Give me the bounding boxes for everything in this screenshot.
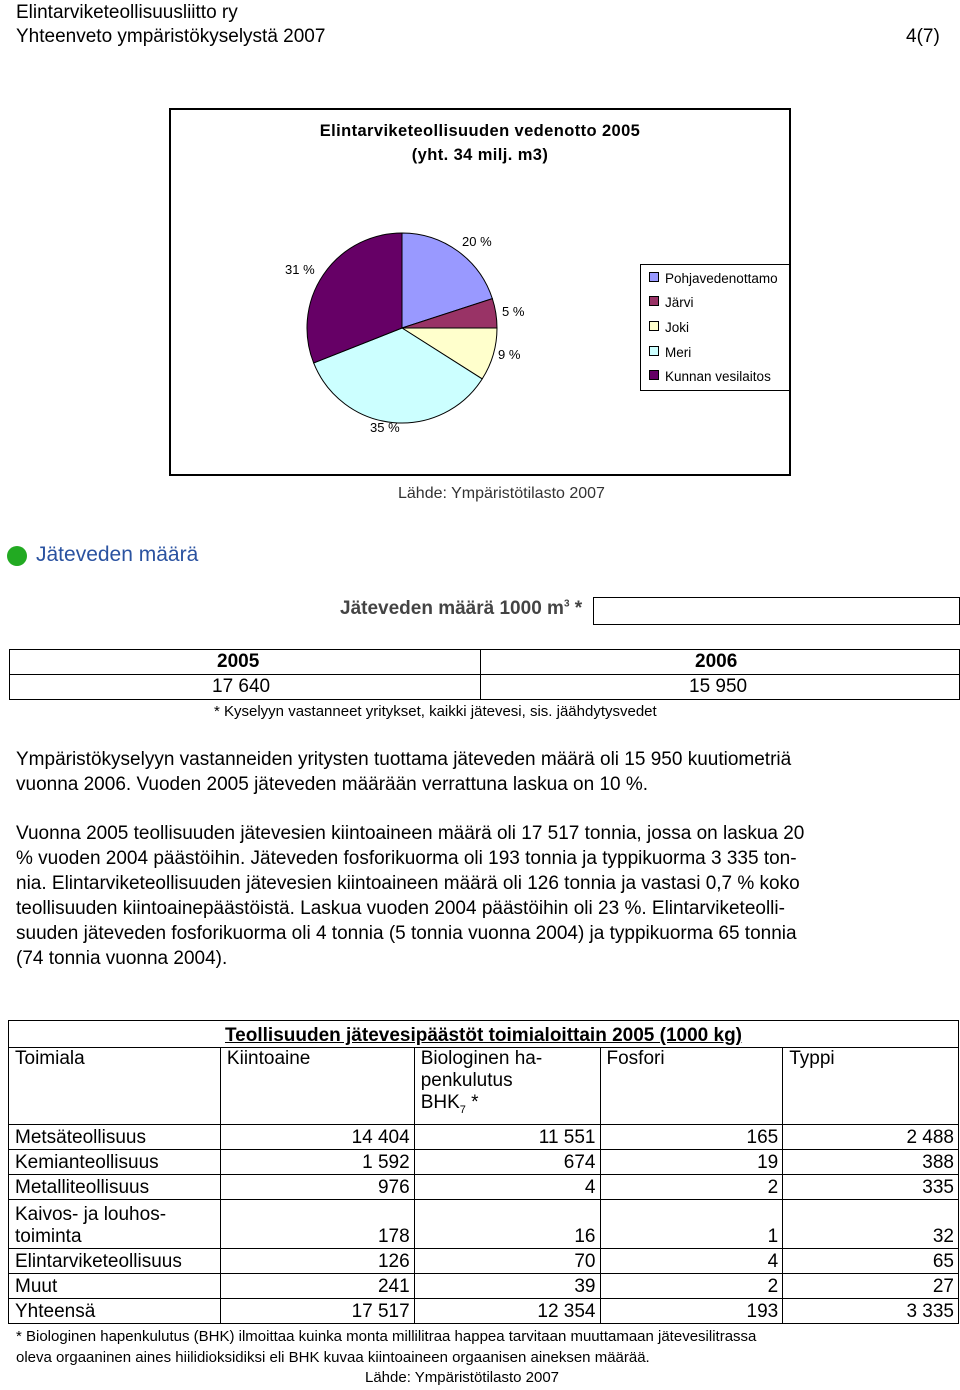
chart-title-line2: (yht. 34 milj. m3) [411, 146, 549, 164]
table-row [9, 1249, 959, 1274]
header-toimiala: Toimiala [9, 1048, 221, 1125]
table-row [9, 1150, 959, 1175]
row-typpi: 335 [783, 1175, 959, 1200]
legend-item-joki [649, 320, 689, 336]
row-kiintoaine: 126 [220, 1249, 414, 1274]
header-fosfori: Fosfori [600, 1048, 783, 1125]
paragraph-2-line: (74 tonnia vuonna 2004). [16, 948, 228, 969]
row-fosfori: 4 [600, 1249, 783, 1274]
header-bhk-line2: penkulutus [420, 1070, 513, 1091]
row-bhk: 70 [414, 1249, 600, 1274]
row-name-line1: Kaivos- ja louhos- [15, 1204, 167, 1225]
row-bhk: 11 551 [414, 1125, 600, 1150]
row-name-line2: toiminta [15, 1226, 82, 1247]
org-name: Elintarviketeollisuusliitto ry [16, 2, 238, 23]
pie-label-kunnan-vesilaitos: 31 % [285, 262, 315, 277]
header-bhk-abbr: BHK [420, 1092, 460, 1113]
paragraph-2-line: teollisuuden kiintoainepäästöistä. Laskua vuoden 2004 päästöihin oli 23 %. Elintarviketeolli- [16, 898, 785, 919]
paragraph-2-line: Vuonna 2005 teollisuuden jätevesien kiintoaineen määrä oli 17 517 tonnia, jossa on laskua 20 [16, 823, 805, 844]
row-typpi: 2 488 [783, 1125, 959, 1150]
wastewater-value-2006: 15 950 [689, 676, 748, 697]
table-row-total [9, 1299, 959, 1324]
legend-label: Järvi [665, 295, 694, 310]
row-fosfori: 2 [600, 1175, 783, 1200]
row-kiintoaine: 976 [220, 1175, 414, 1200]
row-fosfori: 193 [600, 1299, 783, 1324]
legend-label: Joki [665, 320, 690, 335]
emissions-header-row [9, 1048, 959, 1125]
chart-legend [640, 264, 791, 391]
pie-label-joki: 9 % [498, 347, 521, 362]
table-row [9, 1175, 959, 1200]
page-number: 4(7) [906, 26, 940, 47]
row-bhk: 39 [414, 1274, 600, 1299]
row-name: Kemianteollisuus [9, 1150, 221, 1175]
legend-swatch [649, 346, 659, 356]
legend-label: Kunnan vesilaitos [665, 369, 771, 384]
bullet-icon [6, 545, 28, 567]
footnote-line2: oleva orgaaninen aines hiilidioksidiksi eli BHK kuvaa kiintoaineen orgaanisen aineksen määrää. [16, 1349, 650, 1366]
wastewater-year-2005: 2005 [217, 651, 260, 672]
row-typpi: 388 [783, 1150, 959, 1175]
row-name: Metsäteollisuus [9, 1125, 221, 1150]
pie-label-pohjavedenottamo: 20 % [462, 234, 492, 249]
row-kiintoaine: 14 404 [220, 1125, 414, 1150]
row-bhk: 4 [414, 1175, 600, 1200]
row-typpi: 32 [783, 1200, 959, 1249]
legend-item-meri [649, 345, 691, 361]
header-bhk-sub: 7 [459, 1103, 466, 1116]
table-row [9, 1274, 959, 1299]
header-bhk [414, 1048, 600, 1125]
legend-swatch [649, 296, 659, 306]
table-row [9, 1125, 959, 1150]
paragraph-1 [16, 747, 952, 797]
wastewater-value-2005: 17 640 [212, 676, 271, 697]
paragraph-1-line: vuonna 2006. Vuoden 2005 jäteveden määrään verrattuna laskua on 10 %. [16, 774, 649, 795]
row-fosfori: 2 [600, 1274, 783, 1299]
row-kiintoaine: 178 [220, 1200, 414, 1249]
wastewater-year-2006: 2006 [695, 651, 738, 672]
wastewater-note: * Kyselyyn vastanneet yritykset, kaikki jätevesi, sis. jäähdytysvedet [214, 703, 657, 720]
row-typpi: 27 [783, 1274, 959, 1299]
emissions-table-title: Teollisuuden jätevesipäästöt toimialoittain 2005 (1000 kg) [9, 1021, 959, 1048]
wastewater-title-star: * [569, 598, 583, 619]
row-bhk: 674 [414, 1150, 600, 1175]
row-bhk: 16 [414, 1200, 600, 1249]
row-fosfori: 19 [600, 1150, 783, 1175]
header-bhk-line1: Biologinen ha- [420, 1048, 543, 1069]
wastewater-table-title [340, 598, 582, 620]
paragraph-2-line: suuden jäteveden fosforikuorma oli 4 tonnia (5 tonnia vuonna 2004) ja typpikuorma 65 tonnia [16, 923, 797, 944]
row-kiintoaine: 1 592 [220, 1150, 414, 1175]
row-fosfori: 1 [600, 1200, 783, 1249]
legend-item-jarvi [649, 295, 694, 311]
footnote-line1: * Biologinen hapenkulutus (BHK) ilmoittaa kuinka monta millilitraa happea tarvitaan muuttamaan jätevesilitrassa [16, 1328, 757, 1345]
chart-source: Lähde: Ympäristötilasto 2007 [398, 485, 605, 502]
row-name [9, 1200, 221, 1249]
legend-label: Meri [665, 345, 692, 360]
row-typpi: 65 [783, 1249, 959, 1274]
legend-item-kunnan-vesilaitos [649, 369, 771, 385]
chart-title-line1: Elintarviketeollisuuden vedenotto 2005 [319, 122, 641, 140]
table-row [9, 1200, 959, 1249]
legend-swatch [649, 272, 659, 282]
paragraph-2-line: nia. Elintarviketeollisuuden jätevesien kiintoaineen määrä oli 126 tonnia ja vastasi 0,7 % koko [16, 873, 800, 894]
pie-label-jarvi: 5 % [502, 304, 525, 319]
wastewater-title-text: Jäteveden määrä 1000 m [340, 598, 564, 619]
wastewater-title-box [593, 597, 960, 625]
header-bhk-star: * [465, 1092, 479, 1113]
emissions-table [8, 1020, 959, 1324]
row-kiintoaine: 17 517 [220, 1299, 414, 1324]
row-name: Elintarviketeollisuus [9, 1249, 221, 1274]
legend-swatch [649, 321, 659, 331]
row-name: Muut [9, 1274, 221, 1299]
row-name: Yhteensä [9, 1299, 221, 1324]
header-kiintoaine: Kiintoaine [220, 1048, 414, 1125]
paragraph-2 [16, 821, 952, 971]
wastewater-title-sup: 3 [563, 598, 570, 610]
doc-title: Yhteenveto ympäristökyselystä 2007 [16, 26, 326, 47]
header-bhk-line3 [421, 1092, 596, 1116]
row-kiintoaine: 241 [220, 1274, 414, 1299]
pie-label-meri: 35 % [370, 420, 400, 435]
paragraph-2-line: % vuoden 2004 päästöihin. Jäteveden fosforikuorma oli 193 tonnia ja typpikuorma 3 335 ton- [16, 848, 797, 869]
row-name: Metalliteollisuus [9, 1175, 221, 1200]
section-title: Jäteveden määrä [36, 543, 199, 566]
row-typpi: 3 335 [783, 1299, 959, 1324]
header-typpi: Typpi [783, 1048, 959, 1125]
paragraph-1-line: Ympäristökyselyyn vastanneiden yritysten tuottama jäteveden määrä oli 15 950 kuutiometriä [16, 749, 792, 770]
legend-item-pohjavedenottamo [649, 271, 778, 287]
row-fosfori: 165 [600, 1125, 783, 1150]
legend-swatch [649, 370, 659, 380]
legend-label: Pohjavedenottamo [665, 271, 778, 286]
pie-slices [307, 233, 497, 423]
row-bhk: 12 354 [414, 1299, 600, 1324]
table-source: Lähde: Ympäristötilasto 2007 [365, 1369, 560, 1386]
